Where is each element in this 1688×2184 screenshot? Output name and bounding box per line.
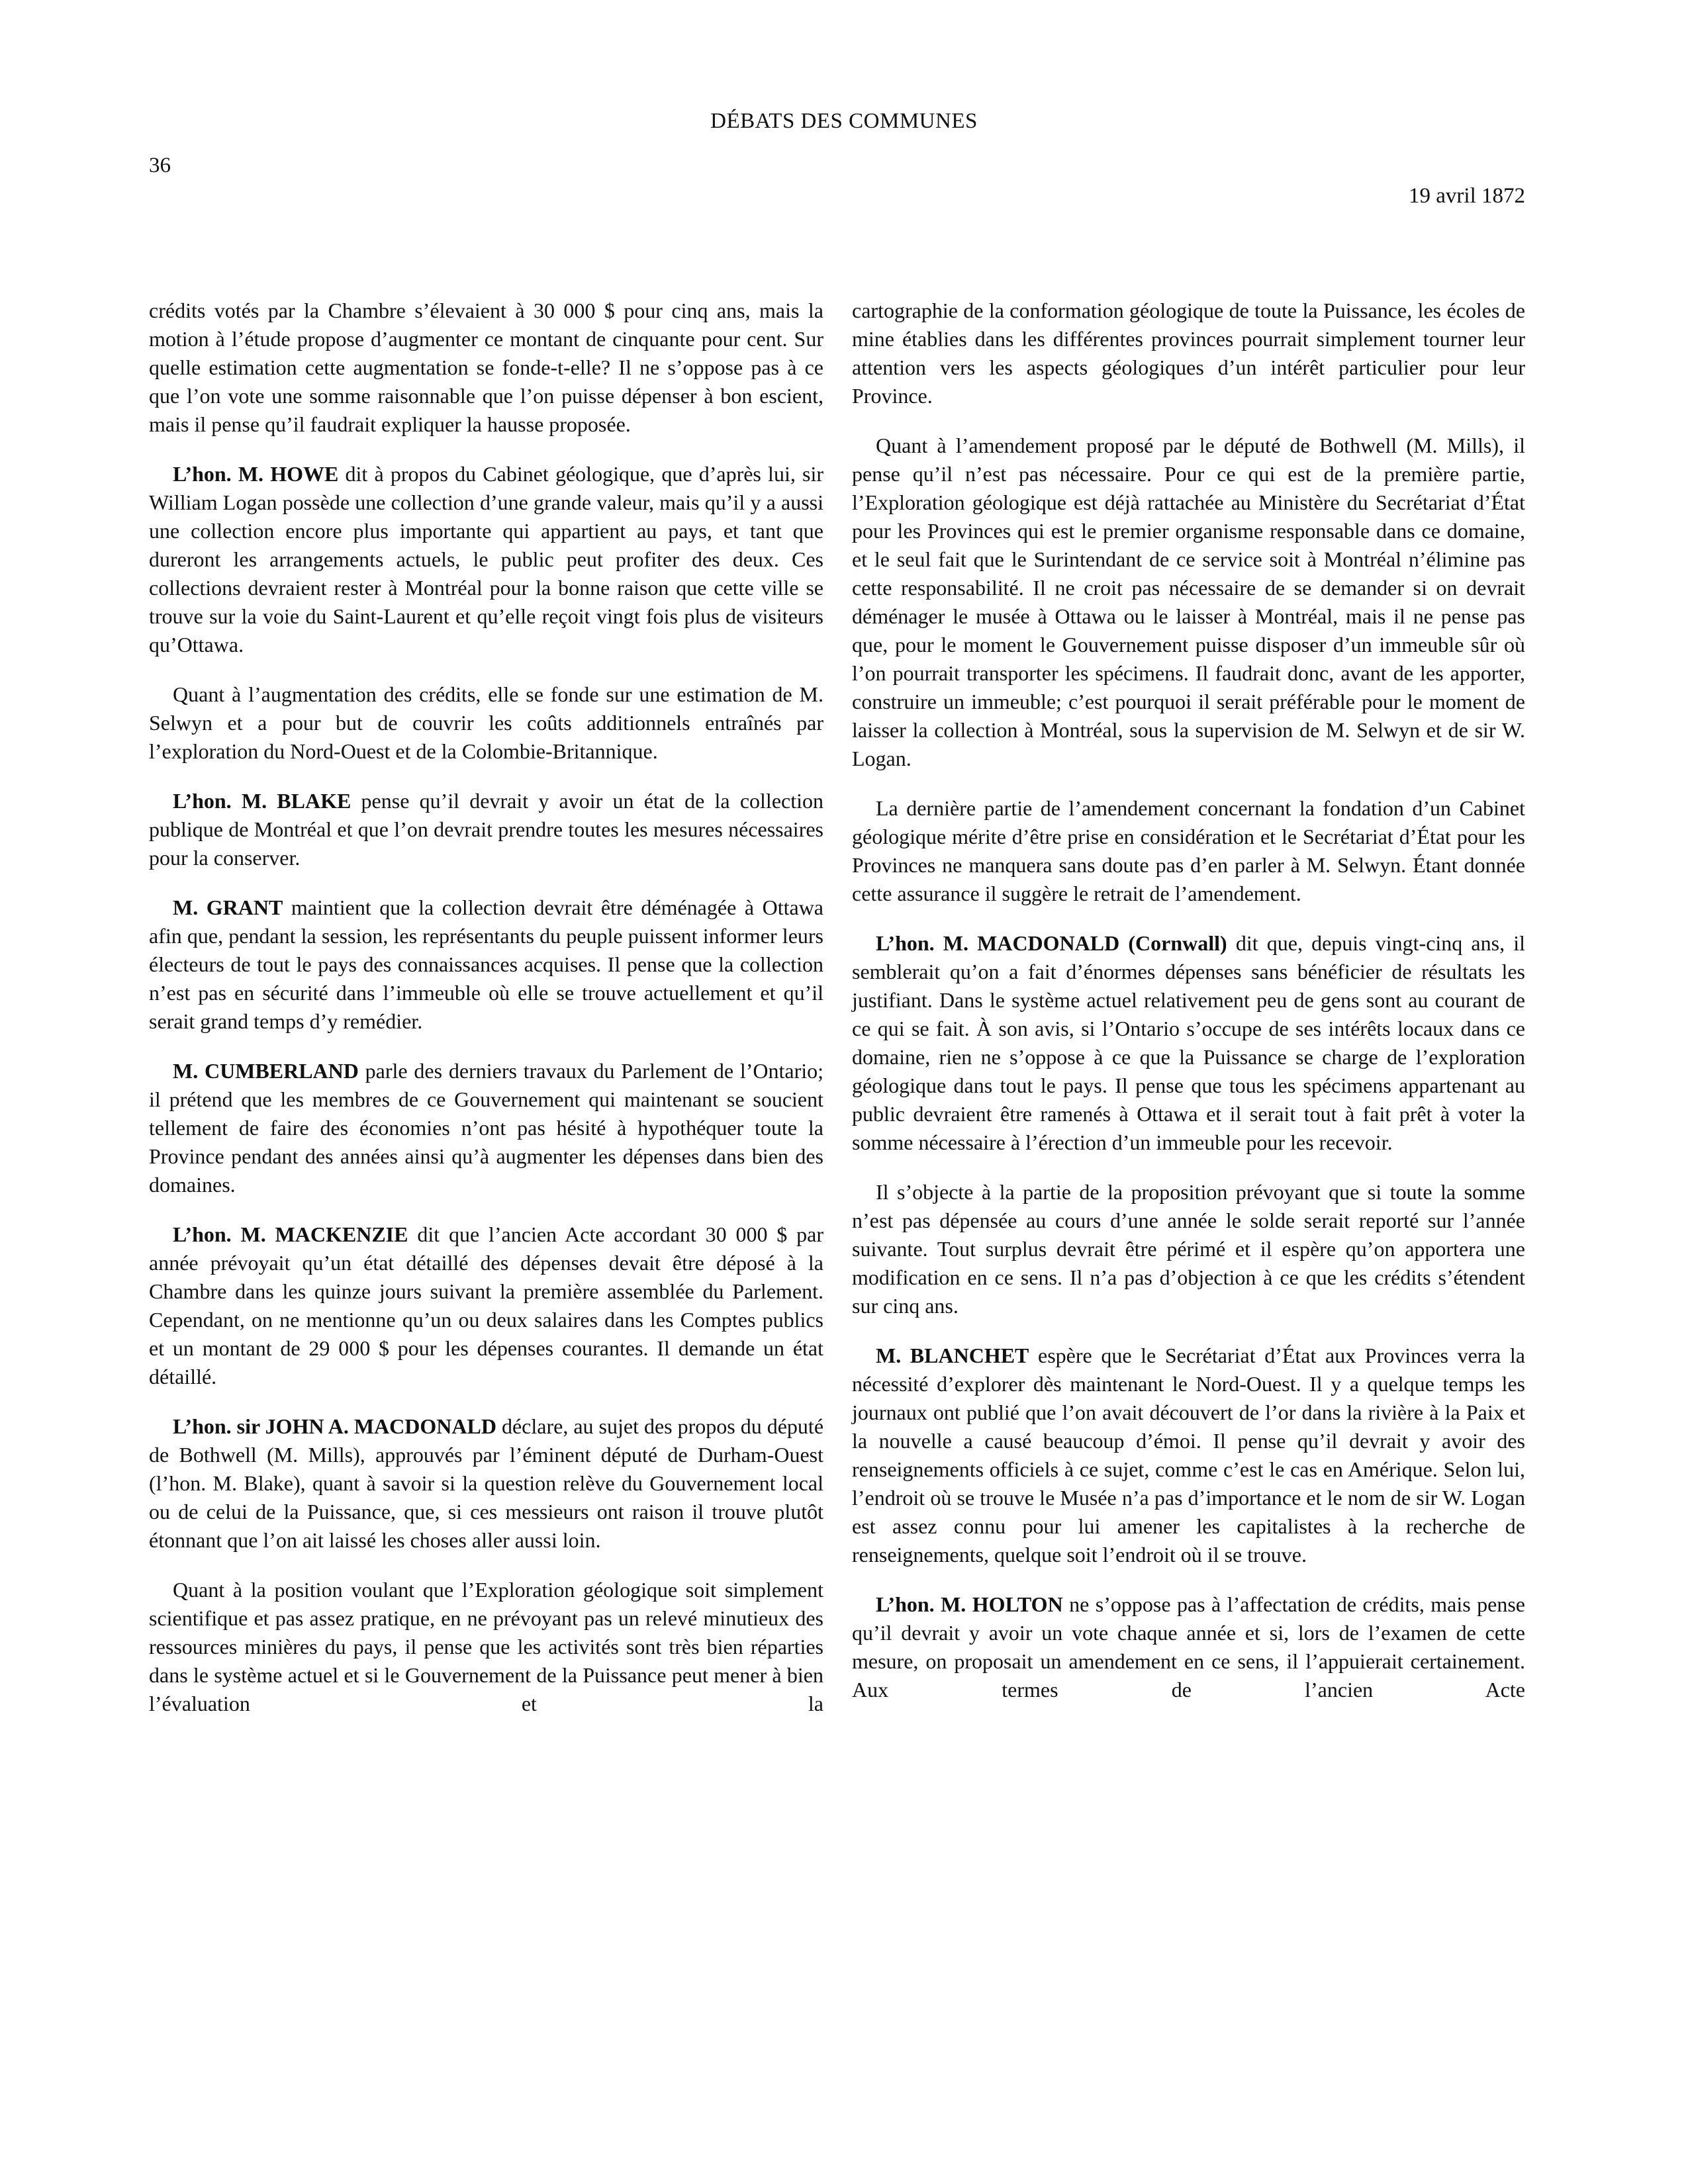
- paragraph-text: maintient que la collection devrait être déménagée à Ottawa afin que, pendant la session, les représentants du peuple puissent informer leurs électeurs de tout le pays des connaissances acquises. Il pense que la collection n’est pas en sécurité dans l’immeuble où elle se trouve actuellement et qu’il serait grand temps d’y remédier.: [149, 895, 824, 1033]
- paragraph-text: dit à propos du Cabinet géologique, que d’après lui, sir William Logan possède une collection d’une grande valeur, mais qu’il y a aussi une collection encore plus importante qui appartient au pays, et tant que dureront les arrangements actuels, le public peut profiter des deux. Ces collections devraient rester à Montréal pour la bonne raison que cette ville se trouve sur la voie du Saint-Laurent et qu’elle reçoit vingt fois plus de visiteurs qu’Ottawa.: [149, 462, 824, 657]
- paragraph-text: dit que, depuis vingt-cinq ans, il semblerait qu’on a fait d’énormes dépenses sans bénéficier de résultats les justifiant. Dans le système actuel relativement peu de gens sont au courant de ce qui se fait. À son avis, si l’Ontario s’occupe de ses intérêts locaux dans ce domaine, rien ne s’oppose à ce que la Puissance se charge de l’exploration géologique dans tout le pays. Il pense que tous les spécimens appartenant au public devraient être ramenés à Ottawa et il serait tout à fait prêt à voter la somme nécessaire à l’érection d’un immeuble pour les recevoir.: [852, 931, 1526, 1154]
- page-date: 19 avril 1872: [1409, 184, 1525, 208]
- speech-paragraph: [149, 460, 823, 659]
- paragraph-text: déclare, au sujet des propos du député de Bothwell (M. Mills), approuvés par l’éminent député de Durham-Ouest (l’hon. M. Blake), quant à savoir si la question relève du Gouvernement local ou de celui de la Puissance, que, si ces messieurs ont raison il trouve plutôt étonnant que l’on ait laissé les choses aller aussi loin.: [149, 1414, 824, 1552]
- paragraph-text: Quant à la position voulant que l’Exploration géologique soit simplement scientifique et pas assez pratique, en ne prévoyant pas un relevé minutieux des ressources minières du pays, il pense que les activités sont très bien réparties dans le système actuel et si le Gouvernement de la Puissance peut mener à bien l’évaluation et la: [149, 1578, 823, 1715]
- paragraph-text: La dernière partie de l’amendement concernant la fondation d’un Cabinet géologique mérite d’être prise en considération et le Secrétariat d’État pour les Provinces ne manquera sans doute pas d’en parler à M. Selwyn. Étant donnée cette assurance il suggère le retrait de l’amendement.: [852, 796, 1525, 905]
- left-column: [149, 296, 823, 1718]
- paragraph-text: crédits votés par la Chambre s’élevaient à 30 000 $ pour cinq ans, mais la motion à l’étude propose d’augmenter ce montant de cinquante pour cent. Sur quelle estimation cette augmentation se fonde-t-elle? Il ne s’oppose pas à ce que l’on vote une somme raisonnable que l’on puisse dépenser à bon escient, mais il pense qu’il faudrait expliquer la hausse proposée.: [149, 298, 823, 436]
- paragraph-text: cartographie de la conformation géologique de toute la Puissance, les écoles de mine établies dans les différentes provinces pourrait simplement tourner leur attention vers les aspects géologiques d’un intérêt particulier pour leur Province.: [852, 298, 1525, 408]
- text-paragraph: [149, 296, 823, 439]
- speech-paragraph: [149, 893, 823, 1036]
- paragraph-text: parle des derniers travaux du Parlement de l’Ontario; il prétend que les membres de ce Gouvernement qui maintenant se soucient tellement de faire des économies n’ont pas hésité à hypothéquer toute la Province pendant des années ainsi qu’à augmenter les dépenses dans bien des domaines.: [149, 1059, 824, 1197]
- speaker-name: M. GRANT: [173, 895, 283, 919]
- text-paragraph: [852, 794, 1525, 908]
- speech-paragraph: [149, 1057, 823, 1199]
- speaker-name: M. BLANCHET: [876, 1343, 1029, 1367]
- speaker-name: L’hon. M. BLAKE: [173, 789, 352, 813]
- paragraph-text: ne s’oppose pas à l’affectation de crédits, mais pense qu’il devrait y avoir un vote chaque année et si, lors de l’examen de cette mesure, on proposait un amendement en ce sens, il l’appuierait certainement. Aux termes de l’ancien Acte: [852, 1592, 1526, 1702]
- paragraph-text: Quant à l’augmentation des crédits, elle se fonde sur une estimation de M. Selwyn et a pour but de couvrir les coûts additionnels entraînés par l’exploration du Nord-Ouest et de la Colombie-Britannique.: [149, 682, 823, 763]
- speech-paragraph: [852, 929, 1525, 1157]
- running-head-title: DÉBATS DES COMMUNES: [710, 109, 978, 133]
- right-column: [852, 296, 1525, 1704]
- paragraph-text: Quant à l’amendement proposé par le député de Bothwell (M. Mills), il pense qu’il n’est pas nécessaire. Pour ce qui est de la première partie, l’Exploration géologique est déjà rattachée au Ministère du Secrétariat d’État pour les Provinces qui est le premier organisme responsable dans ce domaine, et le seul fait que le Surintendant de ce service soit à Montréal n’élimine pas cette responsabilité. Il ne croit pas nécessaire de se demander si on devrait déménager le musée à Ottawa ou le laisser à Montréal, mais il ne pense pas que, pour le moment le Gouvernement puisse disposer d’un immeuble sûr où l’on pourrait transporter les spécimens. Il faudrait donc, avant de les apporter, construire un immeuble; c’est pourquoi il serait préférable pour le moment de laisser la collection à Montréal, sous la supervision de M. Selwyn et de sir W. Logan.: [852, 433, 1525, 770]
- speaker-name: L’hon. sir JOHN A. MACDONALD: [173, 1414, 496, 1438]
- speaker-name: L’hon. M. HOLTON: [876, 1592, 1063, 1616]
- speech-paragraph: [149, 1220, 823, 1391]
- page-number: 36: [149, 154, 171, 177]
- text-paragraph: [852, 296, 1525, 410]
- speaker-name: M. CUMBERLAND: [173, 1059, 359, 1083]
- speaker-name: L’hon. M. MACDONALD (Cornwall): [876, 931, 1227, 955]
- paragraph-text: pense qu’il devrait y avoir un état de la collection publique de Montréal et que l’on devrait prendre toutes les mesures nécessaires pour la conserver.: [149, 789, 824, 870]
- speaker-name: L’hon. M. HOWE: [173, 462, 339, 486]
- paragraph-text: Il s’objecte à la partie de la proposition prévoyant que si toute la somme n’est pas dépensée au cours d’une année le solde serait reporté sur l’année suivante. Tout surplus devrait être périmé et il espère qu’on apportera une modification en ce sens. Il n’a pas d’objection à ce que les crédits s’étendent sur cinq ans.: [852, 1180, 1525, 1318]
- speech-paragraph: [149, 1412, 823, 1555]
- text-paragraph: [852, 1178, 1525, 1320]
- speech-paragraph: [852, 1590, 1525, 1704]
- text-paragraph: [149, 1576, 823, 1718]
- speech-paragraph: [149, 787, 823, 872]
- paragraph-text: dit que l’ancien Acte accordant 30 000 $ par année prévoyait qu’un état détaillé des dépenses devait être déposé à la Chambre dans les quinze jours suivant la première assemblée du Parlement. Cependant, on ne mentionne qu’un ou deux salaires dans les Comptes publics et un montant de 29 000 $ pour les dépenses courantes. Il demande un état détaillé.: [149, 1222, 824, 1388]
- text-paragraph: [149, 680, 823, 766]
- speaker-name: L’hon. M. MACKENZIE: [173, 1222, 408, 1246]
- speech-paragraph: [852, 1342, 1525, 1569]
- paragraph-text: espère que le Secrétariat d’État aux Provinces verra la nécessité d’explorer dès maintenant le Nord-Ouest. Il y a quelque temps les journaux ont publié que l’on avait découvert de l’or dans la rivière à la Paix et la nouvelle a causé beaucoup d’émoi. Il pense qu’il devrait y avoir des renseignements officiels à ce sujet, comme c’est le cas en Amérique. Selon lui, l’endroit où se trouve le Musée n’a pas d’importance et le nom de sir W. Logan est assez connu pour lui amener les capitalistes à la recherche de renseignements, quelque soit l’endroit où il se trouve.: [852, 1343, 1526, 1567]
- text-paragraph: [852, 432, 1525, 773]
